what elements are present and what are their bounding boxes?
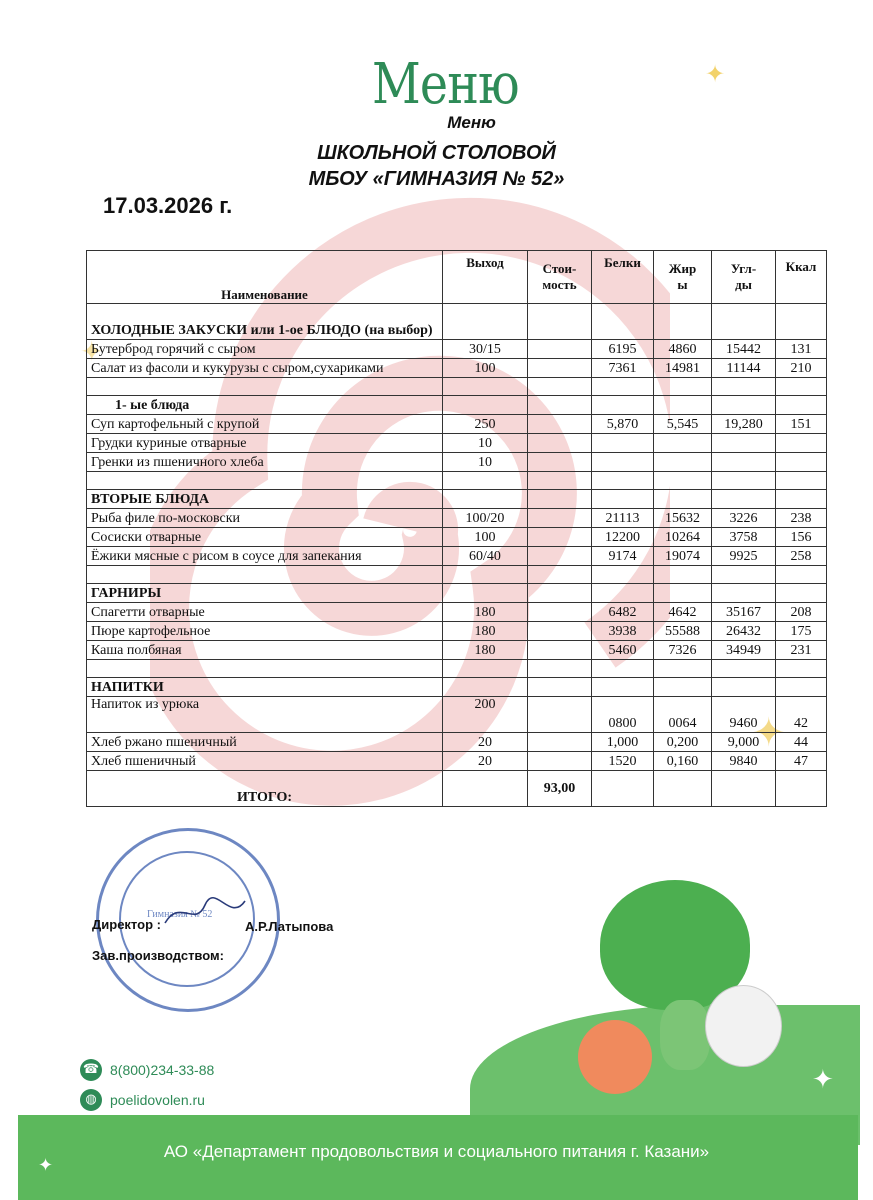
dish-name: Хлеб ржано пшеничный	[87, 733, 443, 752]
dish-carbs: 9,000	[712, 733, 776, 752]
dish-output: 100	[443, 359, 528, 378]
dish-name: Салат из фасоли и кукурузы с сыром,сухариками	[87, 359, 443, 378]
title-small: Меню	[447, 113, 496, 132]
header-carbs: Угл- ды	[712, 251, 776, 304]
header-fat: Жир ы	[654, 251, 712, 304]
dish-output: 20	[443, 733, 528, 752]
section-row	[87, 678, 827, 697]
website-contact[interactable]	[80, 1089, 205, 1111]
dish-output: 200	[443, 697, 528, 733]
sparkle-icon: ✦	[38, 1155, 54, 1176]
dish-kcal: 208	[776, 603, 827, 622]
dish-output: 60/40	[443, 547, 528, 566]
dish-name: Гренки из пшеничного хлеба	[87, 453, 443, 472]
website-link: poelidovolen.ru	[110, 1092, 205, 1108]
dish-name: Хлеб пшеничный	[87, 752, 443, 771]
table-row	[87, 528, 827, 547]
title-line-2: МБОУ «ГИМНАЗИЯ № 52»	[308, 168, 565, 190]
section-first-courses: 1- ые блюда	[87, 396, 443, 415]
table-row	[87, 453, 827, 472]
dish-protein: 6482	[592, 603, 654, 622]
table-row	[87, 603, 827, 622]
dish-protein: 0800	[592, 697, 654, 733]
total-cost: 93,00	[528, 771, 592, 807]
dish-name: Рыба филе по-московски	[87, 509, 443, 528]
dish-protein: 5460	[592, 641, 654, 660]
dish-kcal: 156	[776, 528, 827, 547]
broccoli-kid-character	[660, 1000, 710, 1070]
dish-protein: 9174	[592, 547, 654, 566]
sparkle-icon: ✦	[752, 710, 786, 756]
dish-fat: 0,160	[654, 752, 712, 771]
dish-protein: 6195	[592, 340, 654, 359]
header-kcal: Ккал	[776, 251, 827, 304]
dish-fat: 15632	[654, 509, 712, 528]
total-row	[87, 771, 827, 807]
table-row	[87, 641, 827, 660]
dish-carbs: 9840	[712, 752, 776, 771]
dish-output: 100/20	[443, 509, 528, 528]
table-row	[87, 752, 827, 771]
dish-fat: 0,200	[654, 733, 712, 752]
sparkle-icon: ✦	[812, 1065, 834, 1095]
dish-kcal: 42	[776, 697, 827, 733]
dish-name: Напиток из урюка	[87, 697, 443, 733]
dish-name: Бутерброд горячий с сыром	[87, 340, 443, 359]
table-row	[87, 415, 827, 434]
dish-output: 180	[443, 622, 528, 641]
table-row	[87, 434, 827, 453]
dish-protein: 1520	[592, 752, 654, 771]
dish-kcal: 210	[776, 359, 827, 378]
dish-output: 30/15	[443, 340, 528, 359]
section-row	[87, 304, 827, 340]
dish-protein: 12200	[592, 528, 654, 547]
dish-fat: 0064	[654, 697, 712, 733]
header-name: Наименование	[87, 251, 443, 304]
signature-scribble	[160, 893, 250, 933]
stamp-text: Гимназия № 52	[147, 909, 213, 920]
dish-output: 10	[443, 453, 528, 472]
dish-fat: 19074	[654, 547, 712, 566]
dish-kcal: 151	[776, 415, 827, 434]
section-row	[87, 584, 827, 603]
dish-fat: 5,545	[654, 415, 712, 434]
globe-icon: ◍	[80, 1089, 102, 1111]
dish-carbs: 3758	[712, 528, 776, 547]
dish-protein: 21113	[592, 509, 654, 528]
menu-logo: Меню	[372, 52, 519, 117]
director-name: А.Р.Латыпова	[245, 919, 334, 934]
dish-carbs: 15442	[712, 340, 776, 359]
dish-output: 10	[443, 434, 528, 453]
menu-table	[86, 250, 827, 807]
sparkle-icon: ✦	[80, 335, 104, 368]
total-label: ИТОГО:	[87, 771, 443, 807]
dish-fat: 4860	[654, 340, 712, 359]
dish-carbs: 35167	[712, 603, 776, 622]
dish-fat: 10264	[654, 528, 712, 547]
header-cost: Стои- мость	[528, 251, 592, 304]
dish-name: Сосиски отварные	[87, 528, 443, 547]
dish-carbs: 9925	[712, 547, 776, 566]
dish-name: Грудки куриные отварные	[87, 434, 443, 453]
table-header-row	[87, 251, 827, 304]
dish-fat: 4642	[654, 603, 712, 622]
table-row	[87, 697, 827, 733]
dish-output: 100	[443, 528, 528, 547]
dish-output: 180	[443, 603, 528, 622]
dish-kcal: 47	[776, 752, 827, 771]
table-row	[87, 547, 827, 566]
dish-carbs: 19,280	[712, 415, 776, 434]
dish-kcal: 131	[776, 340, 827, 359]
dish-name: Каша полбяная	[87, 641, 443, 660]
dish-carbs: 9460	[712, 697, 776, 733]
menu-date: 17.03.2026 г.	[103, 193, 233, 218]
table-row	[87, 622, 827, 641]
director-label: Директор :	[92, 917, 161, 932]
dish-name: Пюре картофельное	[87, 622, 443, 641]
header-output: Выход	[443, 251, 528, 304]
title-line-1: ШКОЛЬНОЙ СТОЛОВОЙ	[317, 142, 556, 164]
chef-character	[705, 985, 782, 1067]
phone-contact[interactable]	[80, 1059, 214, 1081]
dish-name: Спагетти отварные	[87, 603, 443, 622]
dish-protein: 5,870	[592, 415, 654, 434]
dish-carbs: 34949	[712, 641, 776, 660]
dish-name: Суп картофельный с крупой	[87, 415, 443, 434]
dish-kcal: 238	[776, 509, 827, 528]
section-second-courses: ВТОРЫЕ БЛЮДА	[87, 490, 443, 509]
dish-protein: 3938	[592, 622, 654, 641]
dish-protein: 1,000	[592, 733, 654, 752]
section-cold-snacks: ХОЛОДНЫЕ ЗАКУСКИ или 1-ое БЛЮДО (на выбор)	[87, 304, 443, 340]
organization-name: АО «Департамент продовольствия и социального питания г. Казани»	[163, 1142, 710, 1161]
dish-output: 250	[443, 415, 528, 434]
dish-fat: 7326	[654, 641, 712, 660]
phone-icon: ☎	[80, 1059, 102, 1081]
section-drinks: НАПИТКИ	[87, 678, 443, 697]
table-row	[87, 340, 827, 359]
table-row	[87, 359, 827, 378]
dish-output: 180	[443, 641, 528, 660]
sparkle-icon: ✦	[705, 60, 726, 88]
header-protein: Белки	[592, 251, 654, 304]
dish-kcal: 44	[776, 733, 827, 752]
dish-kcal: 231	[776, 641, 827, 660]
dish-protein: 7361	[592, 359, 654, 378]
table-row	[87, 509, 827, 528]
section-garnishes: ГАРНИРЫ	[87, 584, 443, 603]
onion-character	[578, 1020, 652, 1094]
dish-carbs: 11144	[712, 359, 776, 378]
dish-name: Ёжики мясные с рисом в соусе для запекания	[87, 547, 443, 566]
dish-fat: 14981	[654, 359, 712, 378]
dish-kcal: 258	[776, 547, 827, 566]
dish-output: 20	[443, 752, 528, 771]
production-manager-label: Зав.производством:	[92, 948, 224, 963]
dish-fat: 55588	[654, 622, 712, 641]
dish-carbs: 26432	[712, 622, 776, 641]
section-row	[87, 396, 827, 415]
dish-kcal: 175	[776, 622, 827, 641]
phone-number: 8(800)234-33-88	[110, 1062, 215, 1078]
section-row	[87, 490, 827, 509]
dish-carbs: 3226	[712, 509, 776, 528]
table-row	[87, 733, 827, 752]
